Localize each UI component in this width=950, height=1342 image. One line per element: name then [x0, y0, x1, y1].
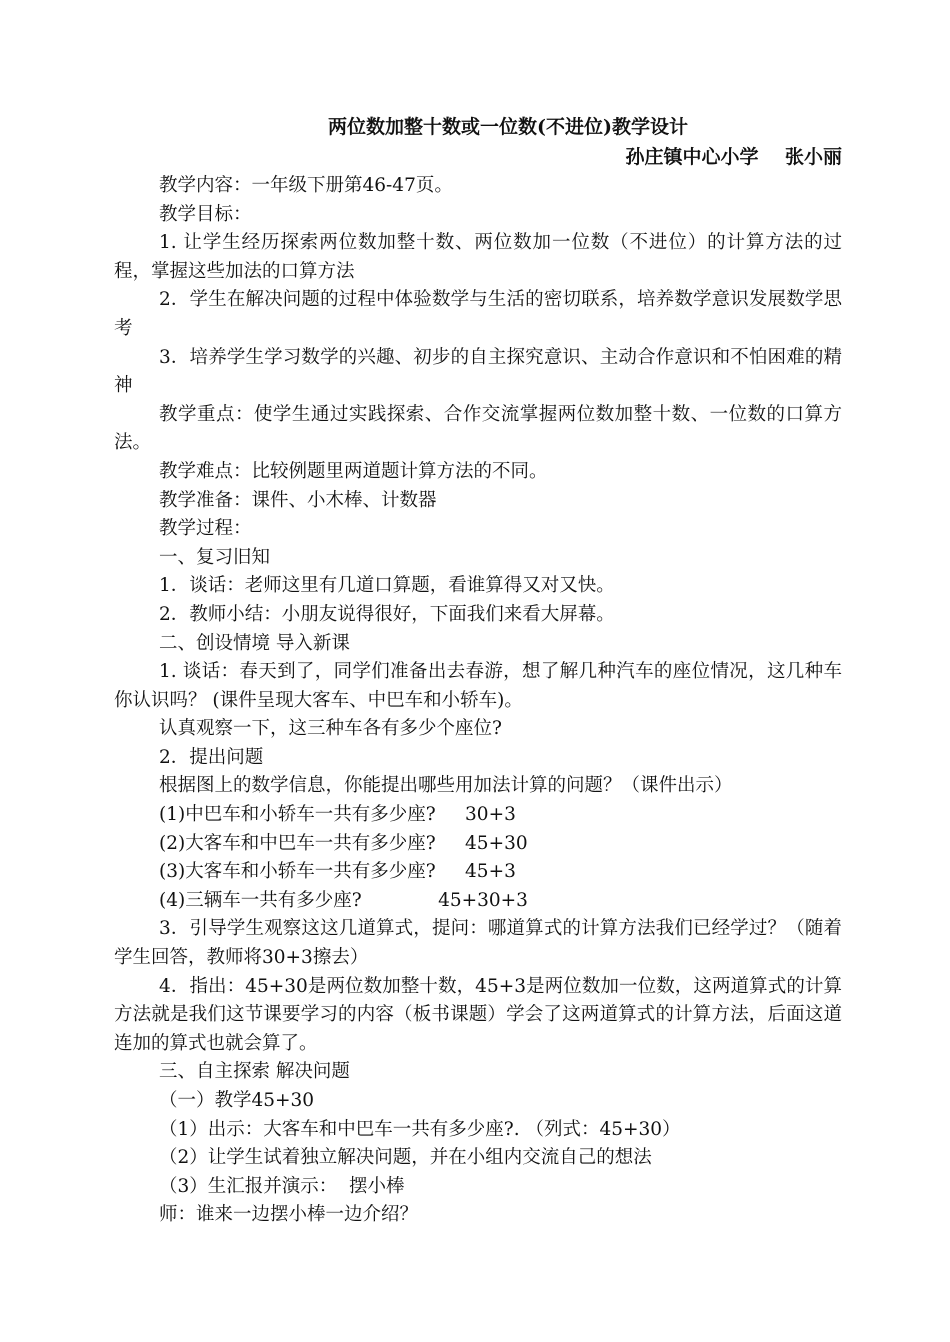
paragraph-point-out: 4．指出：45+30是两位数加整十数，45+3是两位数加一位数，这两道算式的计算方法就是我们这节课要学习的内容（板书课题）学会了这两道算式的计算方法，后面这道连加的算式也就会算了。	[114, 975, 842, 1054]
paragraph-goal-2: 2．学生在解决问题的过程中体验数学与生活的密切联系，培养数学意识发展数学思考	[114, 289, 842, 339]
paragraph-guide-observe: 3．引导学生观察这这几道算式，提问：哪道算式的计算方法我们已经学过？（随着学生回答，教师将30+3擦去）	[114, 918, 842, 969]
paragraph-process-heading: 教学过程：	[159, 518, 252, 540]
paragraph-teacher-question: 师：谁来一边摆小棒一边介绍？	[159, 1204, 419, 1226]
paragraph-preparation: 教学准备：课件、小木棒、计数器	[159, 489, 437, 511]
paragraph-scenario-1: 1. 谈话：春天到了，同学们准备出去春游，想了解几种汽车的座位情况，这几种车你认识吗？ (课件呈现大客车、中巴车和小轿车)。	[114, 661, 842, 711]
section-heading-review: 一、复习旧知	[159, 546, 271, 568]
paragraph-step-1: （1）出示：大客车和中巴车一共有多少座?. （列式：45+30）	[159, 1118, 681, 1140]
question-item-2: (2)大客车和中巴车一共有多少座? 45+30	[159, 832, 528, 854]
paragraph-goal-3: 3．培养学生学习数学的兴趣、初步的自主探究意识、主动合作意识和不怕困难的精神	[114, 346, 842, 397]
document-title: 两位数加整十数或一位数(不进位)教学设计	[328, 116, 688, 138]
paragraph-step-3: （3）生汇报并演示： 摆小棒	[159, 1175, 405, 1197]
question-item-4: (4)三辆车一共有多少座? 45+30+3	[159, 889, 528, 911]
paragraph-teaching-goals-heading: 教学目标：	[159, 203, 252, 225]
paragraph-teaching-content: 教学内容：一年级下册第46-47页。	[159, 175, 453, 196]
question-item-1: (1)中巴车和小轿车一共有多少座? 30+3	[159, 804, 516, 826]
section-heading-scenario: 二、创设情境 导入新课	[159, 632, 350, 654]
paragraph-teach-45-30: （一）教学45+30	[159, 1090, 315, 1111]
paragraph-math-info: 根据图上的数学信息，你能提出哪些用加法计算的问题？（课件出示）	[159, 775, 733, 797]
paragraph-review-2: 2．教师小结：小朋友说得很好，下面我们来看大屏幕。	[159, 603, 615, 625]
paragraph-observe: 认真观察一下，这三种车各有多少个座位?	[159, 718, 502, 740]
document-body	[114, 112, 842, 1230]
paragraph-ask-questions: 2．提出问题	[159, 746, 264, 768]
paragraph-step-2: （2）让学生试着独立解决问题，并在小组内交流自己的想法	[159, 1147, 652, 1169]
question-item-3: (3)大客车和小轿车一共有多少座? 45+3	[159, 861, 516, 883]
paragraph-review-1: 1．谈话：老师这里有几道口算题，看谁算得又对又快。	[159, 575, 615, 597]
section-heading-explore: 三、自主探索 解决问题	[159, 1061, 350, 1083]
paragraph-difficulties: 教学难点：比较例题里两道题计算方法的不同。	[159, 460, 548, 482]
paragraph-goal-1: 1. 让学生经历探索两位数加整十数、两位数加一位数（不进位）的计算方法的过程，掌握这些加法的口算方法	[114, 232, 842, 282]
paragraph-key-points: 教学重点：使学生通过实践探索、合作交流掌握两位数加整十数、一位数的口算方法。	[114, 403, 842, 454]
document-author: 孙庄镇中心小学 张小丽	[625, 146, 842, 168]
